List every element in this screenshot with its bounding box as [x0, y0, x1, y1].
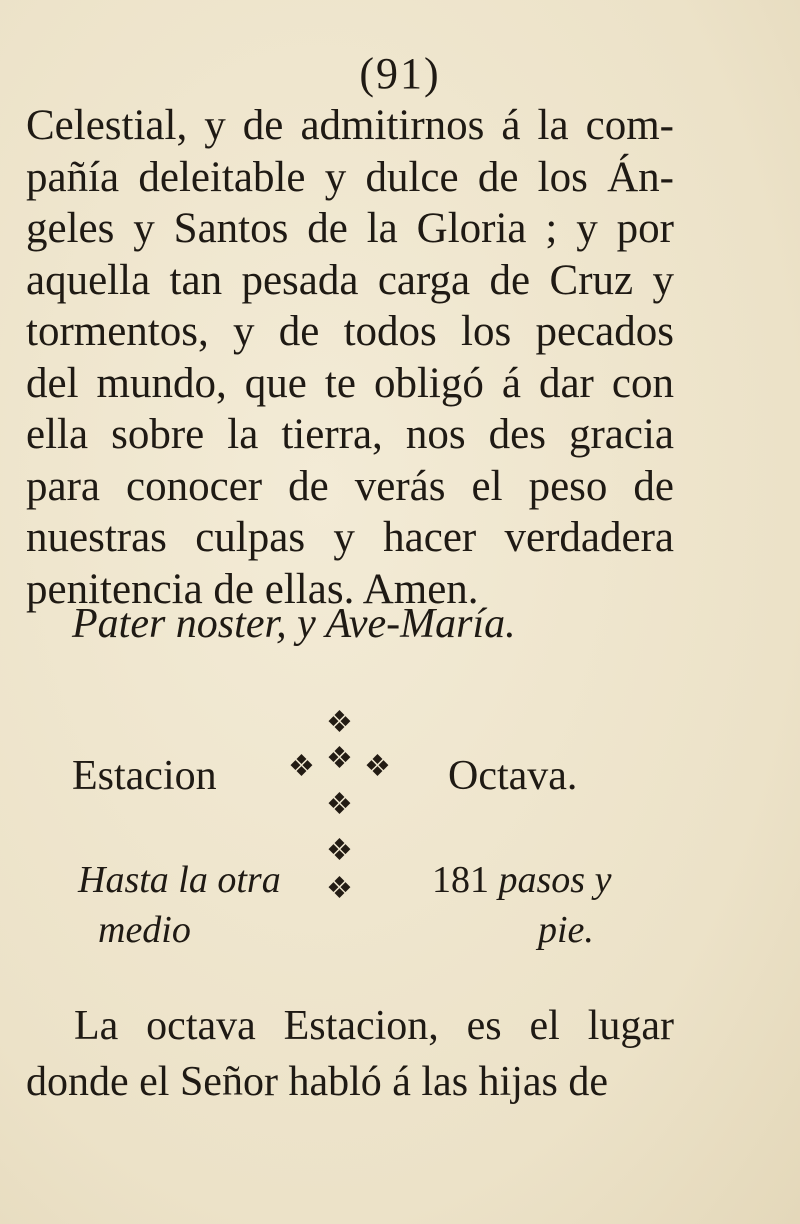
text-line: tormentos, y de todos los pecados: [26, 308, 674, 355]
page-number: (91): [359, 49, 441, 98]
distance-left-line-2: medio: [98, 909, 191, 951]
text-line: Celestial, y de admitirnos á la com-: [26, 102, 674, 149]
station-label: Estacion: [72, 753, 217, 799]
text-line: donde el Señor habló á las hijas de: [26, 1059, 609, 1105]
text-line: para conocer de verás el peso de: [26, 462, 674, 510]
distance-words: pasos y: [498, 859, 612, 901]
ornament-icon: ❖: [326, 706, 353, 739]
ornament-icon: ❖: [288, 750, 315, 783]
ornament-icon: ❖: [326, 872, 353, 905]
text-line: La octava Estacion, es el lugar: [74, 1003, 674, 1049]
distance-right-line-1: [432, 858, 611, 902]
text-line: del mundo, que te obligó á dar con: [26, 359, 674, 407]
distance-number: 181: [432, 859, 489, 901]
text-line: ella sobre la tierra, nos des gracia: [26, 411, 674, 458]
text-line: geles y Santos de la Gloria ; y por: [26, 205, 674, 252]
station-ordinal: Octava.: [448, 753, 578, 799]
distance-right-line-2: pie.: [538, 909, 594, 951]
text-line: penitencia de ellas. Amen.: [26, 565, 479, 613]
ornament-icon: ❖: [326, 834, 353, 867]
paragraph-2: [26, 998, 674, 1110]
text-line: aquella tan pesada carga de Cruz y: [26, 256, 674, 304]
text-line: nuestras culpas y hacer verdadera: [26, 514, 674, 561]
ornament-icon: ❖: [326, 788, 353, 821]
ornament-icon: ❖: [326, 742, 353, 775]
prayer-line: Pater noster, y Ave-María.: [72, 601, 516, 647]
distance-left-line-1: Hasta la otra: [78, 859, 281, 901]
text-line: pañía deleitable y dulce de los Án-: [26, 153, 674, 201]
paragraph-1: [26, 100, 674, 615]
ornament-icon: ❖: [364, 750, 391, 783]
